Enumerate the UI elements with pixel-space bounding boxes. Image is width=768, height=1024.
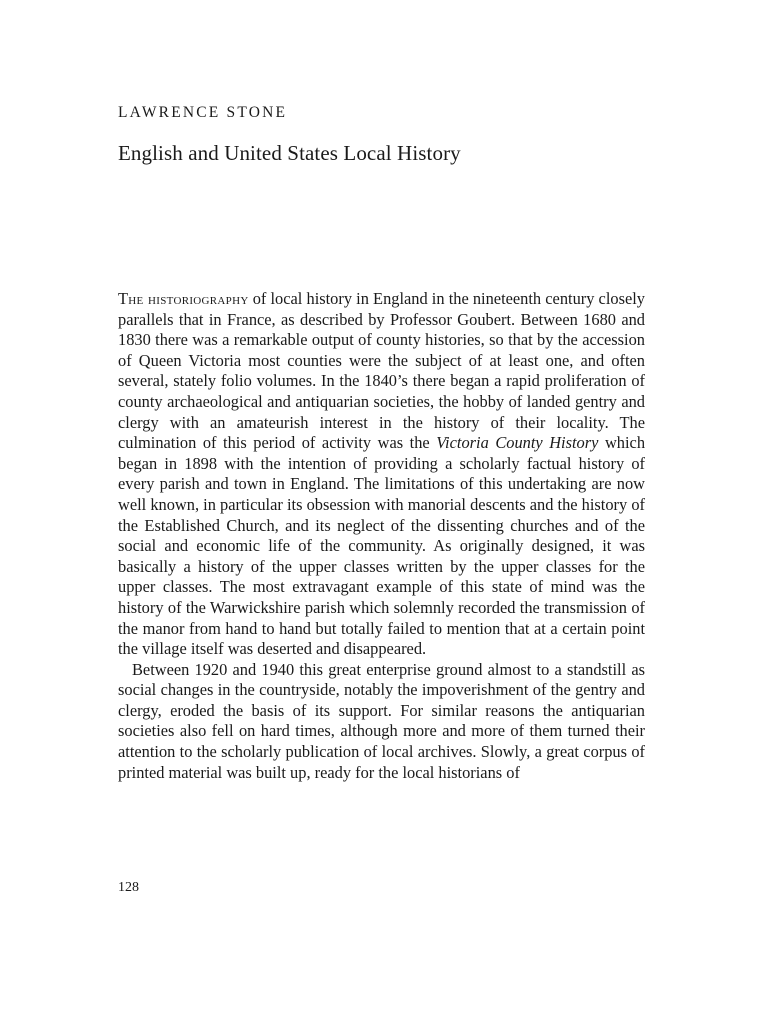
paragraph-1-text-b: which began in 1898 with the intention of providing a scholarly factual history of every parish and town in England. The limitations of this undertaking are now well known, in particular its obsession with manorial descents and the history of the Established Church, and its neglect of the dissenting churches and of the social and economic life of the community. As originally designed, it was basically a history of the upper classes written by the upper classes for the upper classes. The most extravagant example of this state of mind was the history of the Warwickshire parish which solemnly recorded the transmission of the manor from hand to hand but totally failed to mention that at a certain point the village itself was deserted and disappeared. (118, 433, 646, 659)
author-name: LAWRENCE STONE (118, 104, 288, 121)
lead-in-small-caps: The historiography (118, 289, 249, 308)
paragraph-1 (118, 289, 645, 660)
body-text (118, 289, 645, 783)
paragraph-1-italic-title: Victoria County History (436, 433, 599, 453)
chapter-title: English and United States Local History (118, 141, 461, 165)
book-page (118, 0, 645, 1024)
paragraph-1-text-a: of local history in England in the nineteenth century closely parallels that in France, as described by Professor Goubert. Between 1680 and 1830 there was a remarkable output of county histories, so that by the accession of Queen Victoria most counties were the subject of at least one, and often several, stately folio volumes. In the 1840’s there began a rapid proliferation of county archaeological and antiquarian societies, the hobby of landed gentry and clergy with an amateurish interest in the history of their locality. The culmination of this period of activity was the (118, 289, 645, 453)
paragraph-2: Between 1920 and 1940 this great enterprise ground almost to a standstill as social changes in the countryside, notably the impoverishment of the gentry and clergy, eroded the basis of its support. For similar reasons the antiquarian societies also fell on hard times, although more and more of them turned their attention to the scholarly publication of local archives. Slowly, a great corpus of printed material was built up, ready for the local historians of (118, 659, 645, 782)
page-number: 128 (118, 880, 139, 895)
